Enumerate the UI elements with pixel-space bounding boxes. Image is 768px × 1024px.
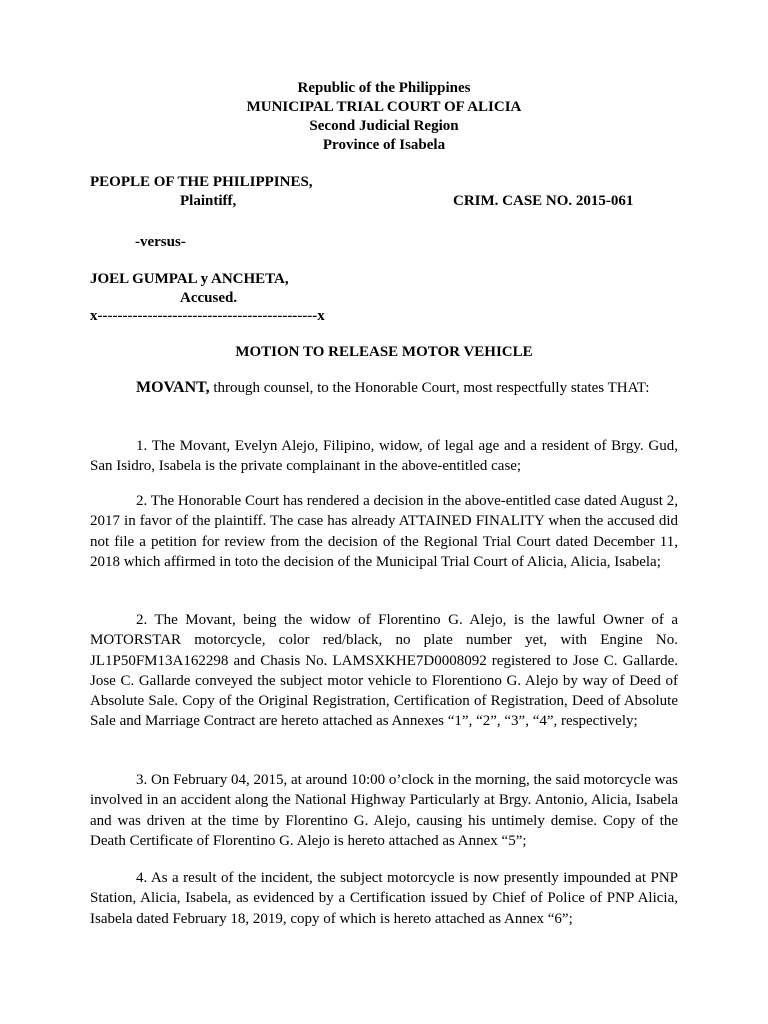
paragraph-3 xyxy=(90,610,678,732)
versus-label: -versus- xyxy=(135,234,186,250)
paragraph-4-text: 3. On February 04, 2015, at around 10:00 o’clock in the morning, the said motorcycle was involved in an accident along the National Highway Particularly at Brgy. Antonio, Alicia, Isabela and was driven at the time by Florentino G. Alejo, causing his untimely demise. Copy of the Death Certificate of Florentino G. Alejo is hereto attached as Annex “5”; xyxy=(90,772,678,849)
accused-name: JOEL GUMPAL y ANCHETA, xyxy=(90,271,289,287)
plaintiff-role: Plaintiff, xyxy=(180,193,237,209)
case-number: CRIM. CASE NO. 2015-061 xyxy=(453,193,634,209)
header-province: Province of Isabela xyxy=(322,137,446,153)
paragraph-1 xyxy=(90,436,678,477)
paragraph-5 xyxy=(90,868,678,929)
paragraph-1-text: 1. The Movant, Evelyn Alejo, Filipino, widow, of legal age and a resident of Brgy. Gud, San Isidro, Isabela is the private complainant in the above-entitled case; xyxy=(90,438,678,475)
paragraph-4 xyxy=(90,770,678,851)
header-court: MUNICIPAL TRIAL COURT OF ALICIA xyxy=(246,99,522,115)
document-title: MOTION TO RELEASE MOTOR VEHICLE xyxy=(235,344,533,360)
paragraph-2 xyxy=(90,491,678,572)
caption-separator: x--------------------------------------------x xyxy=(90,308,325,324)
paragraph-3-text: 2. The Movant, being the widow of Florentino G. Alejo, is the lawful Owner of a MOTORSTAR motorcycle, color red/black, no plate number yet, with Engine No. JL1P50FM13A162298 and Chasis No. LAMSXKHE7D0008092 registered to Jose C. Gallarde. Jose C. Gallarde conveyed the subject motor vehicle to Florentiono G. Alejo by way of Deed of Absolute Sale. Copy of the Original Registration, Certification of Registration, Deed of Absolute Sale and Marriage Contract are hereto attached as Annexes “1”, “2”, “3”, “4”, respectively; xyxy=(90,612,678,730)
header-region: Second Judicial Region xyxy=(309,118,459,134)
paragraph-2-text: 2. The Honorable Court has rendered a decision in the above-entitled case dated August 2, 2017 in favor of the plaintiff. The case has already ATTAINED FINALITY when the accused did not file a petition for review from the decision of the Regional Trial Court dated December 11, 2018 which affirmed in toto the decision of the Municipal Trial Court of Alicia, Alicia, Isabela; xyxy=(90,493,678,570)
paragraph-5-text: 4. As a result of the incident, the subject motorcycle is now presently impounded at PNP Station, Alicia, Isabela, as evidenced by a Certification issued by Chief of Police of PNP Alicia, Isabela dated February 18, 2019, copy of which is hereto attached as Annex “6”; xyxy=(90,870,678,927)
intro-paragraph xyxy=(90,378,678,398)
intro-text: through counsel, to the Honorable Court, most respectfully states THAT: xyxy=(209,380,650,396)
accused-role: Accused. xyxy=(180,290,238,306)
movant-lead: MOVANT, xyxy=(136,379,210,396)
header-republic: Republic of the Philippines xyxy=(297,80,471,96)
plaintiff-name: PEOPLE OF THE PHILIPPINES, xyxy=(90,174,313,190)
